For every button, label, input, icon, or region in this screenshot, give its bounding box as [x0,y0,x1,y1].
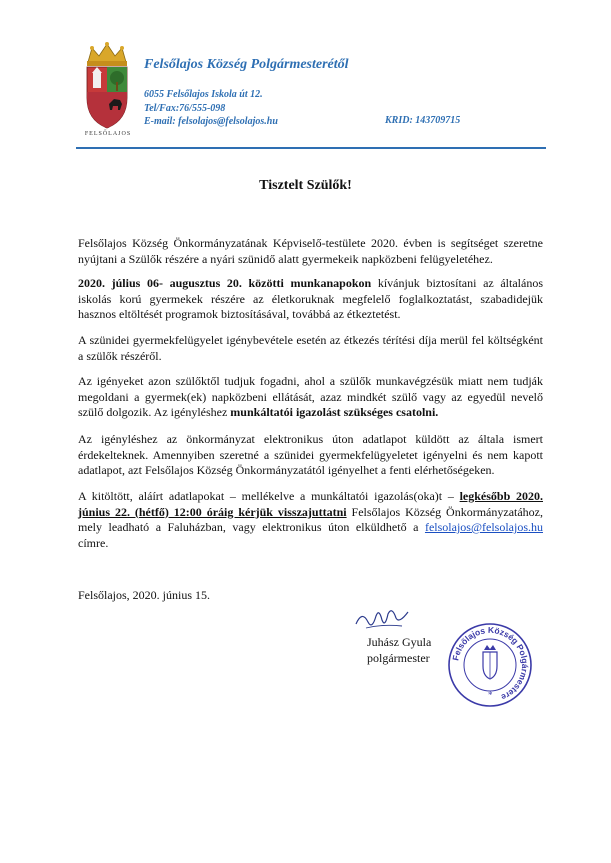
handwritten-signature [352,604,412,634]
paragraph-deadline-start: A kitöltött, aláírt adatlapokat – mellékelve a munkáltatói igazolás(oka)t – [78,489,460,503]
signatory-title: polgármester [367,651,430,665]
header-divider [76,147,546,149]
paragraph-eligibility [78,374,543,421]
krid-line: KRID: 143709715 [385,115,461,126]
paragraph-eligibility-text: Az igényeket azon szülőktől tudjuk fogadni, ahol a szülők munkavégzésük miatt nem tudják megoldani a gyermek(ek) napközbeni ellátását, azaz mindkét szülő vagy az egyedül nevelő szülő dolgozik. Az igényléshez [78,374,543,419]
contact-block [144,88,278,129]
paragraph-deadline-mid: Felsőlajos Község Önkormányzatához, mely leadható a Faluházban, vagy elektronikus úton elküldhető a [78,504,544,534]
official-stamp [447,622,533,708]
email-line: E-mail: felsolajos@felsolajos.hu [144,116,278,127]
coat-of-arms-icon [82,40,132,132]
paragraph-deadline-end: címre. [78,535,109,550]
telfax-line: Tel/Fax:76/555-098 [144,102,226,114]
organization-name: Felsőlajos Község Polgármesterétől [144,57,349,72]
signatory-name: Juhász Gyula [367,635,432,649]
paragraph-dates [78,276,543,323]
paragraph-intro: Felsőlajos Község Önkormányzatának Képviselő-testülete 2020. évben is segítséget szeretne nyújtani a Szülők részére a nyári szünidő alatt gyermekeik napközbeni felügyeletéhez. [78,236,543,266]
greeting-heading: Tisztelt Szülők! [259,178,352,193]
signatory-block [367,634,431,666]
place-date-line: Felsőlajos, 2020. június 15. [78,588,211,602]
svg-text:*: * [488,690,493,700]
paragraph-datasheet: Az igényléshez az önkormányzat elektronikus úton adatlapot küldött az általa ismert érdekelteknek. Amennyiben szeretné a szünidei gyermekfelügyeletet igényelni és nem kapott adatlapot, azt Felsőlajos Község Önkormányzatától igényelhet a fenti elérhetőségeken. [78,432,543,477]
paragraph-fees: A szünidei gyermekfelügyelet igénybevétele esetén az étkezés térítési díja merül fel költségként a szülők részéről. [78,333,543,363]
coat-caption: FELSŐLAJOS [84,131,132,137]
date-range-bold: 2020. július 06- augusztus 20. közötti munkanapokon [78,276,372,290]
email-link[interactable]: felsolajos@felsolajos.hu [424,520,543,534]
svg-text:Felsőlajos Község Polgármester: Felsőlajos Község Polgármestere [450,624,531,703]
deadline-bold: legkésőbb 2020. június 22. (hétfő) 12:00 óráig kérjük visszajuttatni [78,489,543,519]
employer-certificate-bold: munkáltatói igazolást szükséges csatolni. [230,405,439,419]
address-line: 6055 Felsőlajos Iskola út 12. [144,89,263,100]
paragraph-deadline [78,489,543,551]
paragraph-dates-text: kívánjuk biztosítani az általános iskolás korú gyermekek részére az életkoruknak megfelelő foglalkoztatást, szabadidejük hasznos eltöltését programok biztosításával, továbbá az étkeztetést. [78,276,543,321]
